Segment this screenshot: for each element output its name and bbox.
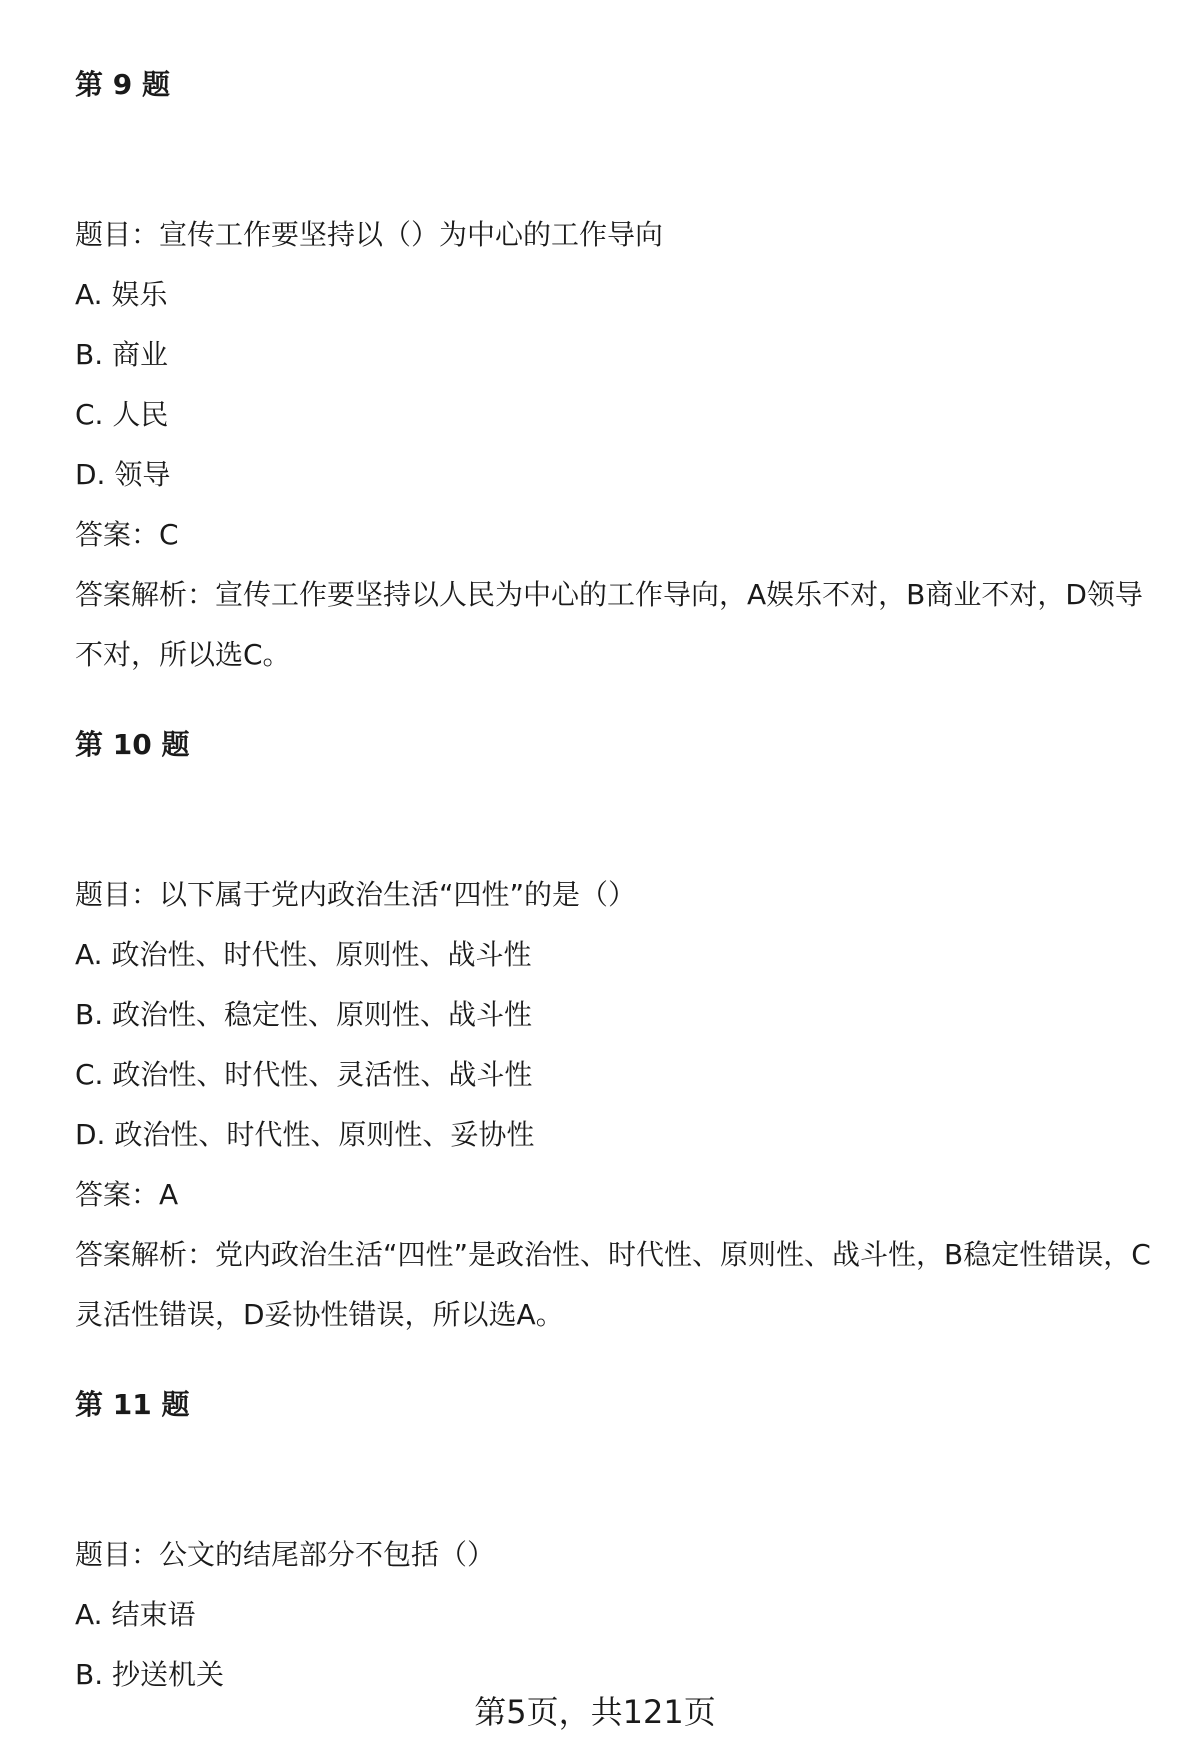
page-number-footer: 第5页，共121页 [474,1693,716,1731]
option-b: B. 政治性、稳定性、原则性、战斗性 [75,998,533,1031]
answer-explanation: 答案解析：宣传工作要坚持以人民为中心的工作导向，A娱乐不对，B商业不对，D领导不对，所以选C。 [75,578,1143,671]
question-stem: 题目：宣传工作要坚持以（）为中心的工作导向 [75,218,664,251]
option-a: A. 政治性、时代性、原则性、战斗性 [75,938,532,971]
question-stem: 题目：公文的结尾部分不包括（） [75,1538,496,1571]
option-d: D. 领导 [75,458,171,491]
option-a: A. 娱乐 [75,278,168,311]
question-stem: 题目：以下属于党内政治生活“四性”的是（） [75,878,637,911]
answer: 答案：A [75,1178,179,1211]
question-heading: 第 9 题 [75,68,170,101]
option-c: C. 政治性、时代性、灵活性、战斗性 [75,1058,533,1091]
option-c: C. 人民 [75,398,169,431]
answer: 答案：C [75,518,179,551]
question-heading: 第 10 题 [75,728,190,761]
option-a: A. 结束语 [75,1598,196,1631]
option-b: B. 抄送机关 [75,1658,225,1691]
question-heading: 第 11 题 [75,1388,190,1421]
option-b: B. 商业 [75,338,169,371]
option-d: D. 政治性、时代性、原则性、妥协性 [75,1118,535,1151]
answer-explanation: 答案解析：党内政治生活“四性”是政治性、时代性、原则性、战斗性，B稳定性错误，C灵活性错误，D妥协性错误，所以选A。 [75,1238,1151,1331]
